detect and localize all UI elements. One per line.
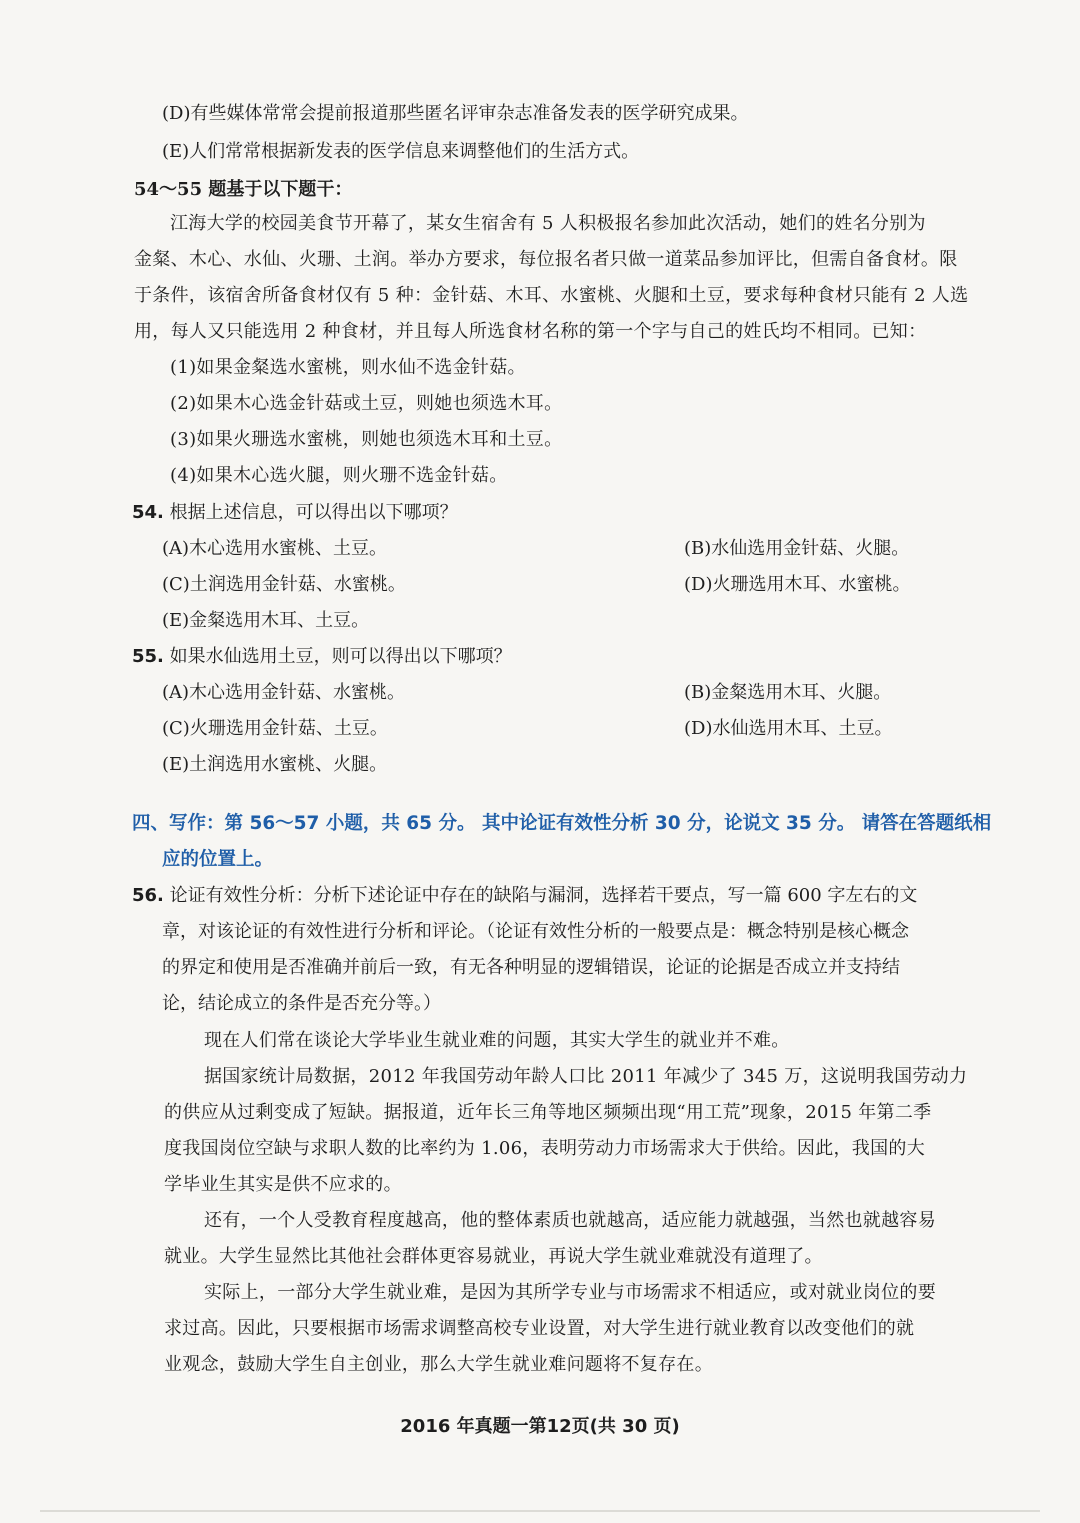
- section-4-heading: 四、写作：第 56～57 小题，共 65 分。 其中论证有效性分析 30 分，论说文 35 分。 请答在答题纸相: [132, 813, 992, 834]
- q55-option-c: (C)火珊选用金针菇、土豆。: [162, 718, 388, 739]
- question-55: [132, 645, 512, 669]
- q54-option-c: (C)土润选用金针菇、水蜜桃。: [162, 574, 406, 595]
- q56-line: 论，结论成立的条件是否充分等。）: [162, 993, 441, 1014]
- stem-line: 用，每人又只能选用 2 种食材，并且每人所选食材名称的第一个字与自己的姓氏均不相同。已知：: [134, 321, 927, 342]
- question-56: [132, 884, 917, 908]
- q54-option-a: (A)木心选用水蜜桃、土豆。: [162, 538, 388, 559]
- prev-option-e: (E)人们常常根据新发表的医学信息来调整他们的生活方式。: [162, 141, 640, 162]
- q54-option-e: (E)金粲选用木耳、土豆。: [162, 610, 370, 631]
- q56-line: 章，对该论证的有效性进行分析和评论。（论证有效性分析的一般要点是：概念特别是核心概念: [162, 921, 909, 942]
- page-footer: 2016 年真题一第12页(共 30 页): [400, 1416, 680, 1437]
- passage-line: 求过高。因此，只要根据市场需求调整高校专业设置，对大学生进行就业教育以改变他们的就: [164, 1318, 915, 1339]
- condition-4: (4)如果木心选火腿，则火珊不选金针菇。: [170, 465, 508, 486]
- q54-option-d: (D)火珊选用木耳、水蜜桃。: [684, 574, 911, 595]
- passage-line: 实际上，一部分大学生就业难，是因为其所学专业与市场需求不相适应，或对就业岗位的要: [204, 1282, 936, 1303]
- question-number: 54.: [132, 502, 164, 523]
- condition-3: (3)如果火珊选水蜜桃，则她也须选木耳和土豆。: [170, 429, 563, 450]
- condition-2: (2)如果木心选金针菇或土豆，则她也须选木耳。: [170, 393, 563, 414]
- question-number: 55.: [132, 646, 164, 667]
- section-4-heading-cont: 应的位置上。: [162, 849, 274, 870]
- prev-option-d: (D)有些媒体常常会提前报道那些匿名评审杂志准备发表的医学研究成果。: [162, 103, 749, 124]
- question-text: 根据上述信息，可以得出以下哪项？: [169, 502, 458, 523]
- q55-option-d: (D)水仙选用木耳、土豆。: [684, 718, 893, 739]
- stem-line: 于条件，该宿舍所备食材仅有 5 种：金针菇、木耳、水蜜桃、火腿和土豆，要求每种食材只能有 2 人选: [134, 285, 969, 306]
- q54-option-b: (B)水仙选用金针菇、火腿。: [684, 538, 910, 559]
- stem-line: 金粲、木心、水仙、火珊、土润。举办方要求，每位报名者只做一道菜品参加评比，但需自备食材。限: [134, 249, 958, 270]
- passage-line: 现在人们常在谈论大学毕业生就业难的问题，其实大学生的就业并不难。: [204, 1030, 790, 1051]
- q55-option-a: (A)木心选用金针菇、水蜜桃。: [162, 682, 406, 703]
- question-number: 56.: [132, 885, 164, 906]
- passage-line: 的供应从过剩变成了短缺。据报道，近年长三角等地区频频出现“用工荒”现象，2015 年第二季: [164, 1102, 932, 1123]
- question-54: [132, 501, 458, 525]
- passage-line: 业观念，鼓励大学生自主创业，那么大学生就业难问题将不复存在。: [164, 1354, 713, 1375]
- bottom-rule: [40, 1510, 1040, 1512]
- passage-line: 度我国岗位空缺与求职人数的比率约为 1.06，表明劳动力市场需求大于供给。因此，我国的大: [164, 1138, 925, 1159]
- passage-line: 据国家统计局数据，2012 年我国劳动年龄人口比 2011 年减少了 345 万，这说明我国劳动力: [204, 1066, 968, 1087]
- passage-line: 还有，一个人受教育程度越高，他的整体素质也就越高，适应能力就越强，当然也就越容易: [204, 1210, 936, 1231]
- stem-line: 江海大学的校园美食节开幕了，某女生宿舍有 5 人积极报名参加此次活动，她们的姓名分别为: [170, 213, 926, 234]
- question-text: 论证有效性分析：分析下述论证中存在的缺陷与漏洞，选择若干要点，写一篇 600 字左右的文: [169, 885, 918, 906]
- passage-line: 学毕业生其实是供不应求的。: [164, 1174, 402, 1195]
- q55-option-e: (E)土润选用水蜜桃、火腿。: [162, 754, 388, 775]
- q55-option-b: (B)金粲选用木耳、火腿。: [684, 682, 892, 703]
- question-text: 如果水仙选用土豆，则可以得出以下哪项？: [169, 646, 512, 667]
- q56-line: 的界定和使用是否准确并前后一致，有无各种明显的逻辑错误，论证的论据是否成立并支持结: [162, 957, 900, 978]
- condition-1: (1)如果金粲选水蜜桃，则水仙不选金针菇。: [170, 357, 526, 378]
- group-header: 54～55 题基于以下题干：: [134, 179, 353, 200]
- passage-line: 就业。大学生显然比其他社会群体更容易就业，再说大学生就业难就没有道理了。: [164, 1246, 823, 1267]
